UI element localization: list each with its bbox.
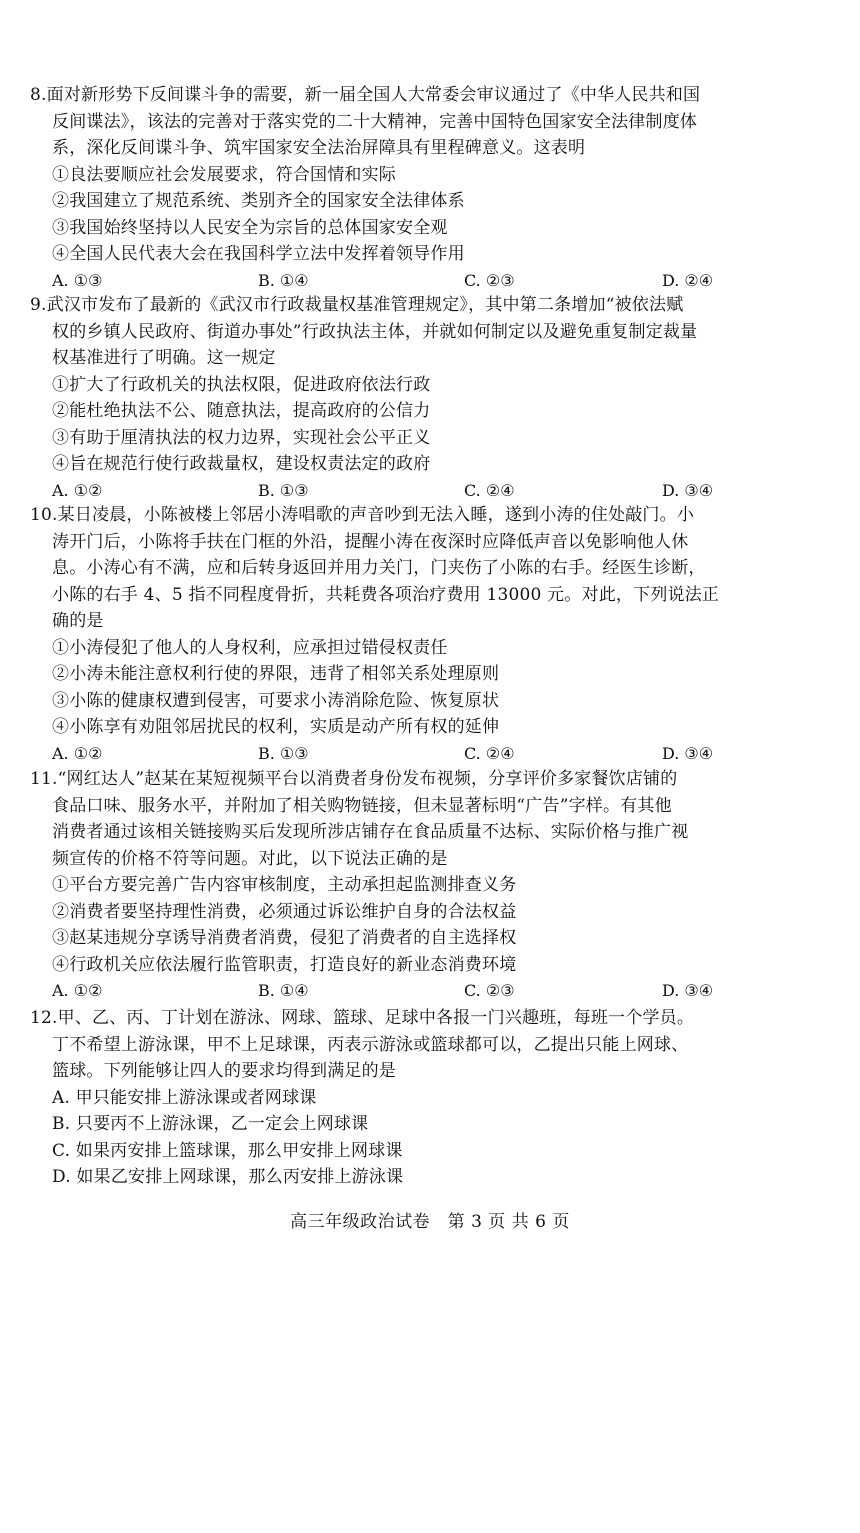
- option-a: A. ①③: [52, 270, 103, 290]
- answer-options: [30, 478, 820, 504]
- question-stem-line: 系，深化反间谍斗争、筑牢国家安全法治屏障具有里程碑意义。这表明: [52, 138, 586, 158]
- option-b: B. ①③: [258, 743, 309, 763]
- statement-4: ④全国人民代表大会在我国科学立法中发挥着领导作用: [52, 244, 465, 264]
- question-stem-line: 频宣传的价格不符等问题。对此，以下说法正确的是: [52, 848, 448, 869]
- question-stem-line: 12.甲、乙、丙、丁计划在游泳、网球、篮球、足球中各报一门兴趣班，每班一个学员。: [30, 1008, 695, 1028]
- page-footer: 高三年级政治试卷 第 3 页 共 6 页: [290, 1212, 570, 1232]
- option-c: C. ②④: [464, 743, 515, 763]
- question-stem-line: 息。小涛心有不满，应和后转身返回并用力关门，门夹伤了小陈的右手。经医生诊断，: [52, 558, 706, 578]
- answer-options: [30, 268, 820, 294]
- answer-options: [30, 741, 820, 767]
- statement-2: ②我国建立了规范系统、类别齐全的国家安全法律体系: [52, 191, 465, 211]
- question-9: [30, 292, 820, 504]
- statement-4: ④小陈享有劝阻邻居扰民的权利，实质是动产所有权的延伸: [52, 717, 500, 737]
- option-a: A. ①②: [52, 743, 103, 763]
- statement-1: ①良法要顺应社会发展要求，符合国情和实际: [52, 164, 396, 185]
- question-12: [30, 1005, 820, 1191]
- question-8: [30, 82, 820, 294]
- statement-3: ③有助于厘清执法的权力边界，实现社会公平正义: [52, 427, 431, 448]
- choice-b: B. 只要丙不上游泳课，乙一定会上网球课: [52, 1114, 369, 1134]
- statement-2: ②小涛未能注意权利行使的界限，违背了相邻关系处理原则: [52, 664, 500, 684]
- statement-2: ②能杜绝执法不公、随意执法，提高政府的公信力: [52, 401, 431, 421]
- question-stem-line: 确的是: [52, 611, 104, 631]
- statement-3: ③我国始终坚持以人民安全为宗旨的总体国家安全观: [52, 217, 448, 238]
- choice-c: C. 如果丙安排上篮球课，那么甲安排上网球课: [52, 1140, 403, 1161]
- question-stem-line: 涛开门后，小陈将手扶在门框的外沿，提醒小涛在夜深时应降低声音以免影响他人休: [52, 531, 689, 552]
- option-c: C. ②③: [464, 270, 515, 290]
- option-d: D. ②④: [662, 270, 714, 290]
- option-a: A. ①②: [52, 480, 103, 500]
- statement-4: ④旨在规范行使行政裁量权，建设权责法定的政府: [52, 454, 431, 474]
- question-11: [30, 766, 820, 1004]
- option-d: D. ③④: [662, 480, 714, 500]
- option-a: A. ①②: [52, 981, 103, 1000]
- question-stem-line: 消费者通过该相关链接购买后发现所涉店铺存在食品质量不达标、实际价格与推广视: [52, 822, 689, 842]
- question-10: [30, 502, 820, 767]
- question-stem-line: 丁不希望上游泳课，甲不上足球课，丙表示游泳或篮球都可以，乙提出只能上网球、: [52, 1034, 689, 1055]
- statement-4: ④行政机关应依法履行监管职责，打造良好的新业态消费环境: [52, 954, 517, 975]
- question-stem-line: 小陈的右手 4、5 指不同程度骨折，共耗费各项治疗费用 13000 元。对此，下列说法正: [52, 584, 720, 605]
- option-c: C. ②④: [464, 480, 515, 500]
- question-stem-line: 反间谍法》，该法的完善对于落实党的二十大精神，完善中国特色国家安全法律制度体: [52, 111, 698, 132]
- option-b: B. ①③: [258, 480, 309, 500]
- question-stem-line: 食品口味、服务水平，并附加了相关购物链接，但未显著标明“广告”字样。有其他: [52, 795, 672, 816]
- question-stem-line: 篮球。下列能够让四人的要求均得到满足的是: [52, 1061, 396, 1081]
- statement-1: ①小涛侵犯了他人的人身权利，应承担过错侵权责任: [52, 637, 448, 658]
- question-stem-line: 权基准进行了明确。这一规定: [52, 348, 276, 368]
- option-d: D. ③④: [662, 743, 714, 763]
- statement-1: ①扩大了行政机关的执法权限，促进政府依法行政: [52, 374, 431, 395]
- question-stem-line: 权的乡镇人民政府、街道办事处”行政执法主体，并就如何制定以及避免重复制定裁量: [52, 321, 698, 342]
- option-b: B. ①④: [258, 270, 309, 290]
- question-stem-line: 8.面对新形势下反间谍斗争的需要，新一届全国人大常委会审议通过了《中华人民共和国: [30, 85, 701, 105]
- option-b: B. ①④: [258, 981, 309, 1000]
- choice-a: A. 甲只能安排上游泳课或者网球课: [52, 1087, 317, 1108]
- answer-options: [30, 978, 820, 1004]
- choice-d: D. 如果乙安排上网球课，那么丙安排上游泳课: [52, 1167, 404, 1187]
- option-c: C. ②③: [464, 981, 515, 1000]
- question-stem-line: 10.某日凌晨，小陈被楼上邻居小涛唱歌的声音吵到无法入睡，遂到小涛的住处敲门。小: [30, 505, 695, 525]
- question-stem-line: 9.武汉市发布了最新的《武汉市行政裁量权基准管理规定》，其中第二条增加“被依法赋: [30, 295, 684, 315]
- statement-3: ③小陈的健康权遭到侵害，可要求小涛消除危险、恢复原状: [52, 690, 500, 711]
- statement-3: ③赵某违规分享诱导消费者消费，侵犯了消费者的自主选择权: [52, 928, 517, 948]
- statement-2: ②消费者要坚持理性消费，必须通过诉讼维护自身的合法权益: [52, 901, 517, 922]
- option-d: D. ③④: [662, 981, 714, 1000]
- statement-1: ①平台方要完善广告内容审核制度，主动承担起监测排查义务: [52, 875, 517, 895]
- question-stem-line: 11.“网红达人”赵某在某短视频平台以消费者身份发布视频，分享评价多家餐饮店铺的: [30, 769, 678, 789]
